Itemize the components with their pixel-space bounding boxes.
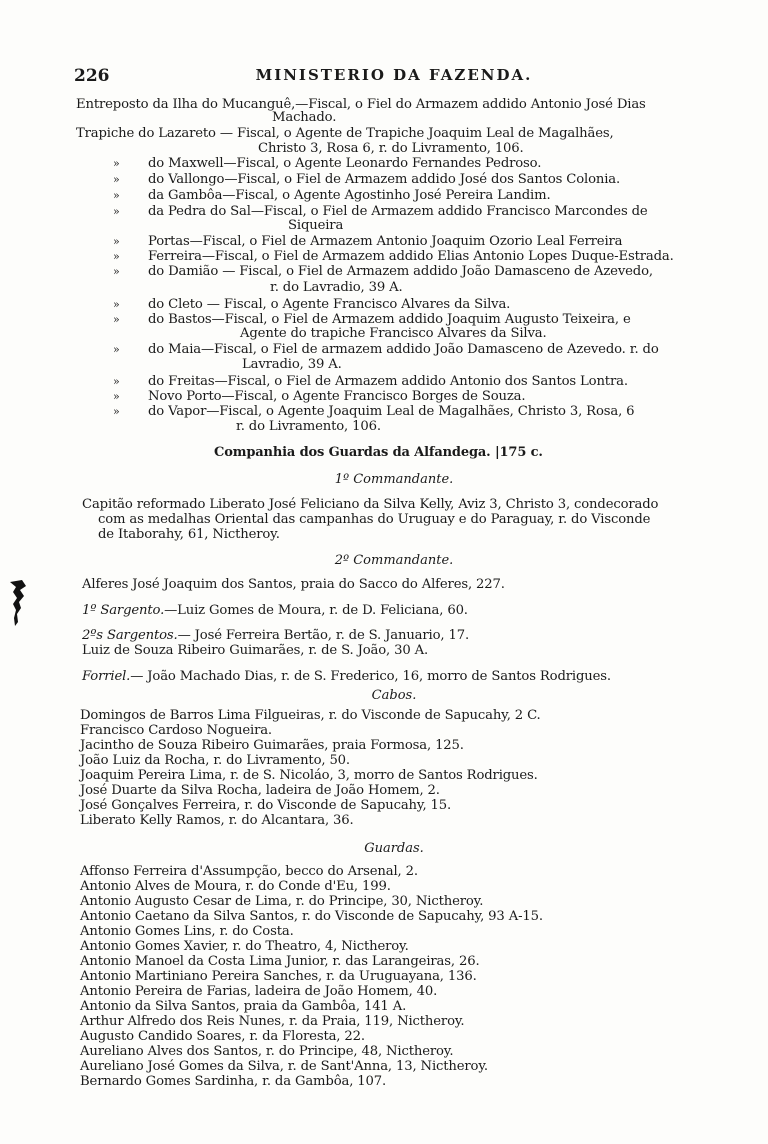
trapiche-line: Christo 3, Rosa 6, r. do Livramento, 106. <box>258 141 524 156</box>
guarda-item: Augusto Candido Soares, r. da Floresta, 22. <box>80 1029 365 1044</box>
trapiche-line: Trapiche do Lazareto — Fiscal, o Agente de Trapiche Joaquim Leal de Magalhães, <box>76 126 614 141</box>
sargentos-line <box>82 628 469 643</box>
trapiche-line: do Vallongo—Fiscal, o Fiel de Armazem addido José dos Santos Colonia. <box>148 172 621 187</box>
sargento-line <box>82 603 468 618</box>
cabo-item: José Duarte da Silva Rocha, ladeira de João Homem, 2. <box>80 783 440 798</box>
company-title: Companhia dos Guardas da Alfandega. <box>214 445 491 460</box>
trapiche-line: Agente do trapiche Francisco Alvares da Silva. <box>240 326 547 341</box>
guarda-item: Arthur Alfredo dos Reis Nunes, r. da Praia, 119, Nictheroy. <box>80 1014 465 1029</box>
sargento-label: 1º Sargento. <box>82 603 165 618</box>
guardas-label: Guardas. <box>364 841 424 856</box>
ditto-mark: » <box>113 265 120 278</box>
guarda-item: Antonio Martiniano Pereira Sanches, r. da Uruguayana, 136. <box>80 969 477 984</box>
commandante-line: Capitão reformado Liberato José Feliciano da Silva Kelly, Aviz 3, Christo 3, condecorado <box>82 497 659 512</box>
ditto-mark: » <box>113 343 120 356</box>
trapiche-line: da Pedra do Sal—Fiscal, o Fiel de Armazem addido Francisco Marcondes de <box>148 204 648 219</box>
guarda-item: Antonio Augusto Cesar de Lima, r. do Principe, 30, Nictheroy. <box>80 894 484 909</box>
trapiche-line: do Cleto — Fiscal, o Agente Francisco Alvares da Silva. <box>148 297 511 312</box>
segundo-commandante-label: 2º Commandante. <box>334 553 454 568</box>
trapiche-line: do Maxwell—Fiscal, o Agente Leonardo Fernandes Pedroso. <box>148 156 542 171</box>
ditto-mark: » <box>113 157 120 170</box>
ditto-mark: » <box>113 375 120 388</box>
guarda-item: Antonio Manoel da Costa Lima Junior, r. das Larangeiras, 26. <box>80 954 480 969</box>
page-number: 226 <box>74 66 110 86</box>
primeiro-commandante-label: 1º Commandante. <box>334 472 454 487</box>
cabo-item: Francisco Cardoso Nogueira. <box>80 723 272 738</box>
trapiche-line: do Damião — Fiscal, o Fiel de Armazem addido João Damasceno de Azevedo, <box>148 264 653 279</box>
page-header <box>74 66 714 88</box>
cabo-item: Jacintho de Souza Ribeiro Guimarães, praia Formosa, 125. <box>80 738 464 753</box>
ditto-mark: » <box>113 313 120 326</box>
commandante-line: com as medalhas Oriental das campanhas do Uruguay e do Paraguay, r. do Visconde <box>98 512 651 527</box>
commandante-line: de Itaborahy, 61, Nictheroy. <box>98 527 280 542</box>
ditto-mark: » <box>113 189 120 202</box>
guarda-item: Bernardo Gomes Sardinha, r. da Gambôa, 107. <box>80 1074 387 1089</box>
commandante-line: Alferes José Joaquim dos Santos, praia do Sacco do Alferes, 227. <box>82 577 505 592</box>
ditto-mark: » <box>113 250 120 263</box>
forriel-line <box>82 669 611 684</box>
trapiche-line: do Freitas—Fiscal, o Fiel de Armazem addido Antonio dos Santos Lontra. <box>148 374 628 389</box>
guarda-item: Affonso Ferreira d'Assumpção, becco do Arsenal, 2. <box>80 864 418 879</box>
trapiche-line: Novo Porto—Fiscal, o Agente Francisco Borges de Souza. <box>148 389 526 404</box>
guarda-item: Aureliano Alves dos Santos, r. do Principe, 48, Nictheroy. <box>80 1044 454 1059</box>
guarda-item: Antonio Pereira de Farias, ladeira de João Homem, 40. <box>80 984 438 999</box>
guarda-item: Antonio Gomes Lins, r. do Costa. <box>80 924 294 939</box>
trapiche-line: r. do Livramento, 106. <box>236 419 381 434</box>
trapiche-line: Portas—Fiscal, o Fiel de Armazem Antonio Joaquim Ozorio Leal Ferreira <box>148 234 623 249</box>
ditto-mark: » <box>113 405 120 418</box>
ditto-mark: » <box>113 390 120 403</box>
cabo-item: Joaquim Pereira Lima, r. de S. Nicoláo, 3, morro de Santos Rodrigues. <box>80 768 538 783</box>
guarda-item: Antonio Caetano da Silva Santos, r. do Visconde de Sapucahy, 93 A-15. <box>80 909 543 924</box>
guarda-item: Antonio da Silva Santos, praia da Gambôa, 141 A. <box>80 999 407 1014</box>
cabo-item: Liberato Kelly Ramos, r. do Alcantara, 36. <box>80 813 354 828</box>
forriel-label: Forriel. <box>82 669 131 684</box>
trapiche-line: do Maia—Fiscal, o Fiel de armazem addido João Damasceno de Azevedo. r. do <box>148 342 659 357</box>
guarda-item: Antonio Gomes Xavier, r. do Theatro, 4, Nictheroy. <box>80 939 409 954</box>
sargentos-label: 2ºs Sargentos. <box>82 628 178 643</box>
cabo-item: Domingos de Barros Lima Filgueiras, r. do Visconde de Sapucahy, 2 C. <box>80 708 541 723</box>
trapiche-line: Ferreira—Fiscal, o Fiel de Armazem addido Elias Antonio Lopes Duque-Estrada. <box>148 249 674 264</box>
trapiche-line: Lavradio, 39 A. <box>242 357 342 372</box>
trapiche-line: da Gambôa—Fiscal, o Agente Agostinho José Pereira Landim. <box>148 188 551 203</box>
ink-blot-mark <box>8 578 30 628</box>
running-title: MINISTERIO DA FAZENDA. <box>255 66 533 84</box>
entreposto-line: Machado. <box>272 110 337 125</box>
trapiche-line: do Bastos—Fiscal, o Fiel de Armazem addido Joaquim Augusto Teixeira, e <box>148 312 631 327</box>
ditto-mark: » <box>113 205 120 218</box>
sargentos-line: Luiz de Souza Ribeiro Guimarães, r. de S. João, 30 A. <box>82 643 429 658</box>
ditto-mark: » <box>113 298 120 311</box>
cabo-item: João Luiz da Rocha, r. do Livramento, 50. <box>80 753 350 768</box>
trapiche-line: r. do Lavradio, 39 A. <box>270 280 403 295</box>
forriel-text: — João Machado Dias, r. de S. Frederico, 16, morro de Santos Rodrigues. <box>130 669 611 684</box>
ditto-mark: » <box>113 173 120 186</box>
sargento-text: —Luiz Gomes de Moura, r. de D. Feliciana, 60. <box>164 603 468 618</box>
entreposto-line: Entreposto da Ilha do Mucanguê,—Fiscal, o Fiel do Armazem addido Antonio José Dias <box>76 97 646 112</box>
section-heading <box>214 445 543 460</box>
sargentos-text: — José Ferreira Bertão, r. de S. Januario, 17. <box>177 628 470 643</box>
cabos-label: Cabos. <box>371 688 417 703</box>
company-count: |175 c. <box>494 445 543 460</box>
cabo-item: José Gonçalves Ferreira, r. do Visconde de Sapucahy, 15. <box>80 798 452 813</box>
trapiche-line: do Vapor—Fiscal, o Agente Joaquim Leal de Magalhães, Christo 3, Rosa, 6 <box>148 404 635 419</box>
ditto-mark: » <box>113 235 120 248</box>
guarda-item: Aureliano José Gomes da Silva, r. de Sant'Anna, 13, Nictheroy. <box>80 1059 488 1074</box>
trapiche-line: Siqueira <box>288 218 344 233</box>
guarda-item: Antonio Alves de Moura, r. do Conde d'Eu, 199. <box>80 879 391 894</box>
